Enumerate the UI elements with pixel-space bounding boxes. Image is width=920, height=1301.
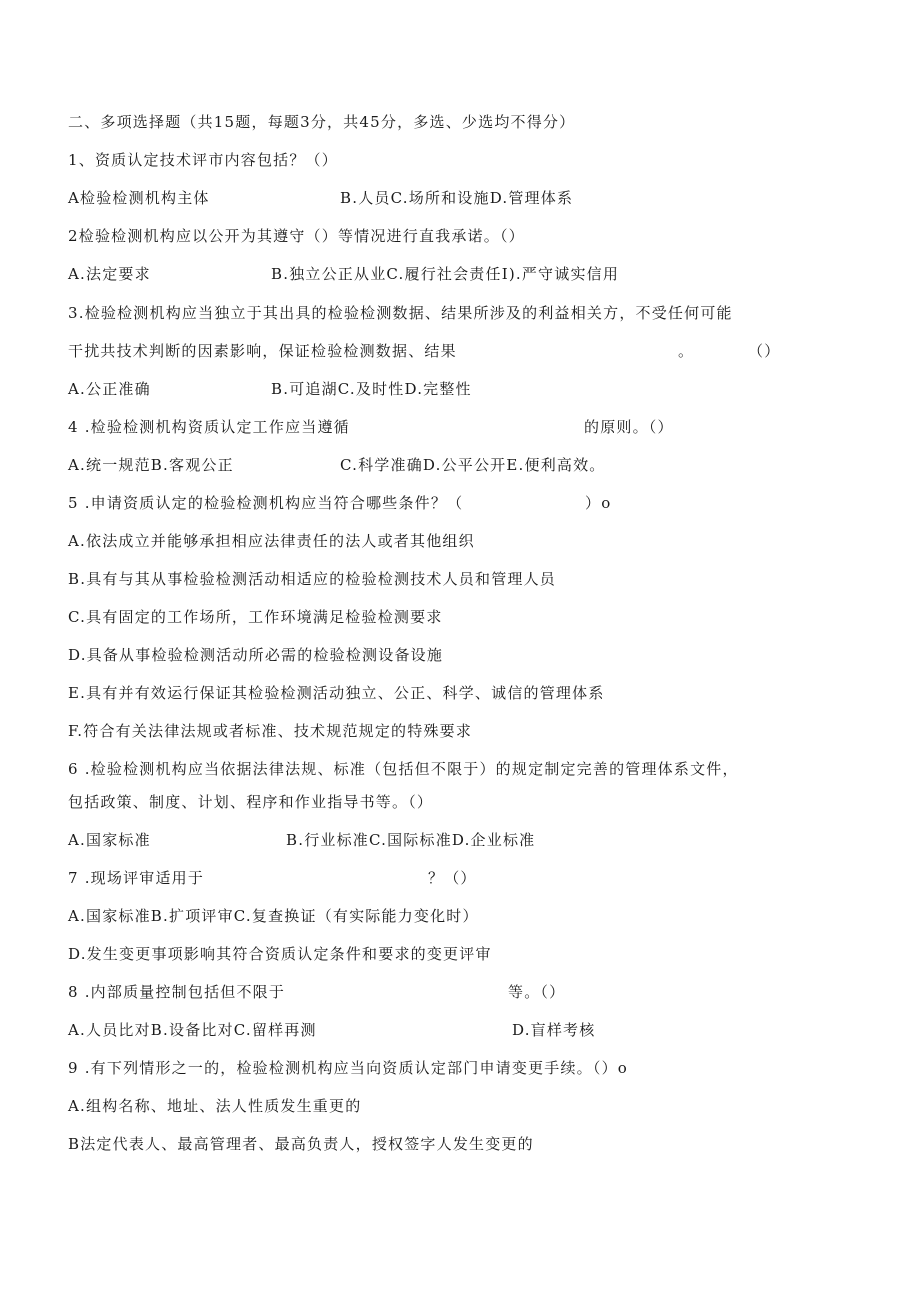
question-5-option-d: D.具备从事检验检测活动所必需的检验检测设备设施 bbox=[68, 646, 444, 664]
question-2-stem: 2检验检测机构应以公开为其遵守（）等情况进行直我承诺。（） bbox=[68, 227, 525, 245]
question-7-option-a-c: A.国家标准B.扩项评审C.复查换证（有实际能力变化时） bbox=[68, 907, 479, 925]
question-6-stem-line-1: 6 .检验检测机构应当依据法律法规、标准（包括但不限于）的规定制定完善的管理体系文件， bbox=[68, 760, 739, 778]
question-2-options-rest: B.独立公正从业C.履行社会责任I).严守诚实信用 bbox=[271, 265, 620, 283]
question-6-stem-line-2: 包括政策、制度、计划、程序和作业指导书等。（） bbox=[68, 793, 434, 811]
question-3-stem-line-1: 3.检验检测机构应当独立于其出具的检验检测数据、结果所涉及的利益相关方，不受任何可能 bbox=[68, 304, 733, 322]
question-3-options-rest: B.可追湖C.及时性D.完整性 bbox=[271, 380, 472, 398]
question-5-option-c: C.具有固定的工作场所，工作环境满足检验检测要求 bbox=[68, 608, 443, 626]
question-4-stem-part-b: 的原则。（） bbox=[584, 418, 674, 436]
question-9-option-a: A.组构名称、地址、法人性质发生重更的 bbox=[68, 1097, 362, 1115]
question-7-stem-part-a: 7 .现场评审适用于 bbox=[68, 869, 205, 887]
question-3-stem-part-a: 干扰共技术判断的因素影响，保证检验检测数据、结果 bbox=[68, 342, 457, 360]
question-5-stem-part-a: 5 .申请资质认定的检验检测机构应当符合哪些条件？（ bbox=[68, 494, 464, 512]
question-8-options-a-c: A.人员比对B.设备比对C.留样再测 bbox=[68, 1021, 317, 1039]
question-8-stem-part-a: 8 .内部质量控制包括但不限于 bbox=[68, 983, 286, 1001]
question-3-answer-blank: （） bbox=[748, 342, 781, 360]
question-4-options-rest: C.科学准确D.公平公开E.便利高效。 bbox=[340, 456, 606, 474]
question-1-stem: 1、资质认定技术评市内容包括？（） bbox=[68, 151, 338, 169]
question-5-stem-part-b: ）o bbox=[585, 494, 612, 512]
question-8-stem-part-b: 等。（） bbox=[508, 983, 566, 1001]
question-3-stem-part-b: 。 bbox=[678, 342, 695, 360]
question-1-option-a: A检验检测机构主体 bbox=[68, 189, 210, 207]
question-6-options-rest: B.行业标准C.国际标准D.企业标准 bbox=[286, 831, 536, 849]
question-4-stem-part-a: 4 .检验检测机构资质认定工作应当遵循 bbox=[68, 418, 350, 436]
question-2-option-a: A.法定要求 bbox=[68, 265, 151, 283]
question-1-options-rest: B.人员C.场所和设施D.管理体系 bbox=[340, 189, 574, 207]
question-9-stem: 9 .有下列情形之一的，检验检测机构应当向资质认定部门申请变更手续。（）o bbox=[68, 1059, 629, 1077]
question-5-option-a: A.依法成立并能够承担相应法律责任的法人或者其他组织 bbox=[68, 532, 475, 550]
section-heading: 二、多项选择题（共15题，每题3分，共45分，多选、少选均不得分） bbox=[68, 113, 576, 131]
question-5-option-e: E.具有并有效运行保证其检验检测活动独立、公正、科学、诚信的管理体系 bbox=[68, 684, 605, 702]
question-7-option-d: D.发生变更事项影响其符合资质认定条件和要求的变更评审 bbox=[68, 945, 492, 963]
question-5-option-b: B.具有与其从事检验检测活动相适应的检验检测技术人员和管理人员 bbox=[68, 570, 556, 588]
question-9-option-b: B法定代表人、最高管理者、最高负责人，授权签字人发生变更的 bbox=[68, 1135, 534, 1153]
question-4-options-a-b: A.统一规范B.客观公正 bbox=[68, 456, 234, 474]
question-7-stem-part-b: ？（） bbox=[428, 869, 477, 887]
question-3-option-a: A.公正准确 bbox=[68, 380, 151, 398]
question-6-option-a: A.国家标准 bbox=[68, 831, 151, 849]
question-5-option-f: F.符合有关法律法规或者标准、技术规范规定的特殊要求 bbox=[68, 722, 473, 740]
question-8-option-d: D.盲样考核 bbox=[512, 1021, 596, 1039]
